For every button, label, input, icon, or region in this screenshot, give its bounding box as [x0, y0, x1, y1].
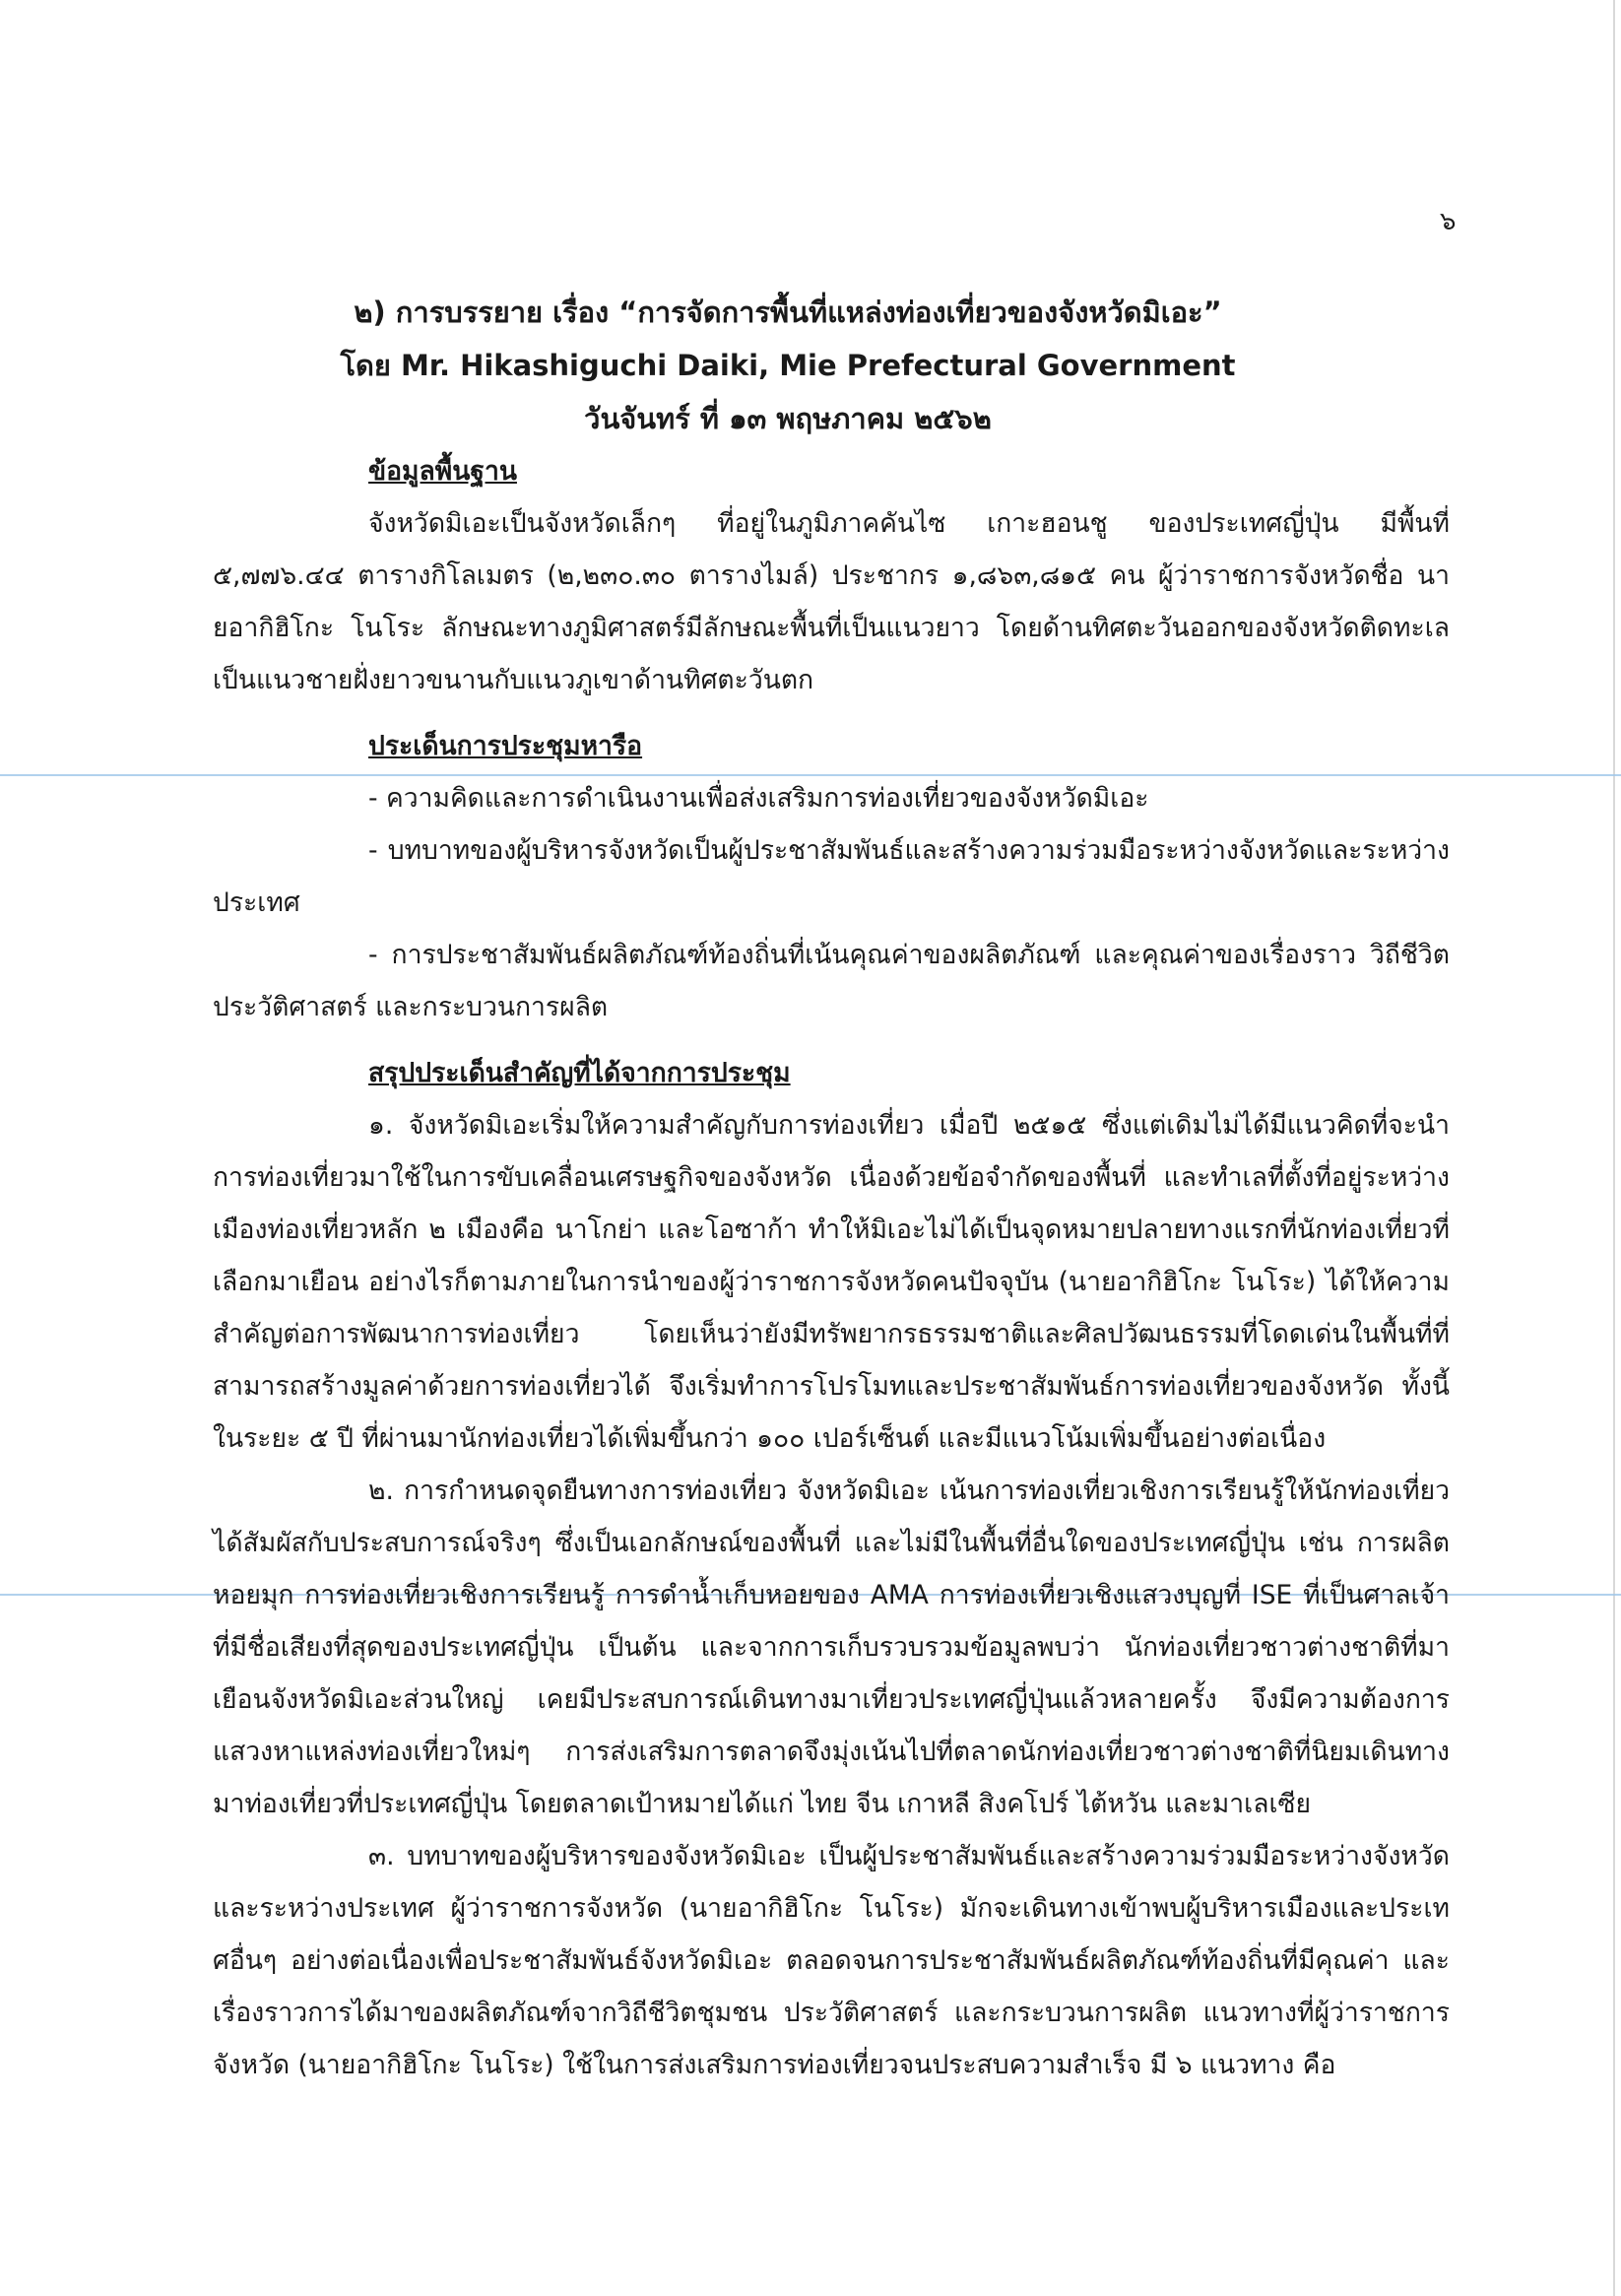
section-heading-background: ข้อมูลพื้นฐาน: [368, 456, 517, 487]
title-line-1: ๒) การบรรยาย เรื่อง “การจัดการพื้นที่แหล่งท่องเที่ยวของจังหวัดมิเอะ”: [354, 295, 1222, 329]
section-heading-summary: สรุปประเด็นสำคัญที่ได้จากการประชุม: [368, 1058, 791, 1088]
summary-paragraph: ๑. จังหวัดมิเอะเริ่มให้ความสำคัญกับการท่องเที่ยว เมื่อปี ๒๕๑๕ ซึ่งแต่เดิมไม่ได้มีแนวคิดที่จะนำการท่องเที่ยวมาใช้ในการขับเคลื่อนเศรษฐกิจของจังหวัด เนื่องด้วยข้อจำกัดของพื้นที่ และทำเลที่ตั้งที่อยู่ระหว่างเมืองท่องเที่ยวหลัก ๒ เมืองคือ นาโกย่า และโอซาก้า ทำให้มิเอะไม่ได้เป็นจุดหมายปลายทางแรกที่นักท่องเที่ยวที่เลือกมาเยือน อย่างไรก็ตามภายในการนำของผู้ว่าราชการจังหวัดคนปัจจุบัน (นายอากิฮิโกะ โนโระ) ได้ให้ความสำคัญต่อการพัฒนาการท่องเที่ยว โดยเห็นว่ายังมีทรัพยากรธรรมชาติและศิลปวัฒนธรรมที่โดดเด่นในพื้นที่ที่สามารถสร้างมูลค่าด้วยการท่องเที่ยวได้ จึงเริ่มทำการโปรโมทและประชาสัมพันธ์การท่องเที่ยวของจังหวัด ทั้งนี้ในระยะ ๕ ปี ที่ผ่านมานักท่องเที่ยวได้เพิ่มขึ้นกว่า ๑๐๐ เปอร์เซ็นต์ และมีแนวโน้มเพิ่มขึ้นอย่างต่อเนื่อง: [213, 1110, 1450, 1454]
page-edge: [1613, 0, 1615, 2296]
issue-item: - บทบาทของผู้บริหารจังหวัดเป็นผู้ประชาสัมพันธ์และสร้างความร่วมมือระหว่างจังหวัดและระหว่าง ประเทศ: [213, 835, 1450, 918]
background-paragraph: จังหวัดมิเอะเป็นจังหวัดเล็กๆ ที่อยู่ในภูมิภาคคันไซ เกาะฮอนชู ของประเทศญี่ปุ่น มีพื้นที่ ๕,๗๗๖.๔๔ ตารางกิโลเมตร (๒,๒๓๐.๓๐ ตารางไมล์) ประชากร ๑,๘๖๓,๘๑๕ คน ผู้ว่าราชการจังหวัดชื่อ นายอากิฮิโกะ โนโระ ลักษณะทางภูมิศาสตร์มีลักษณะพื้นที่เป็นแนวยาว โดยด้านทิศตะวันออกของจังหวัดติดทะเล เป็นแนวชายฝั่งยาวขนานกับแนวภูเขาด้านทิศตะวันตก: [213, 508, 1450, 695]
summary-paragraph: ๓. บทบาทของผู้บริหารของจังหวัดมิเอะ เป็นผู้ประชาสัมพันธ์และสร้างความร่วมมือระหว่างจังหวัดและระหว่างประเทศ ผู้ว่าราชการจังหวัด (นายอากิฮิโกะ โนโระ) มักจะเดินทางเข้าพบผู้บริหารเมืองและประเทศอื่นๆ อย่างต่อเนื่องเพื่อประชาสัมพันธ์จังหวัดมิเอะ ตลอดจนการประชาสัมพันธ์ผลิตภัณฑ์ท้องถิ่นที่มีคุณค่า และเรื่องราวการได้มาของผลิตภัณฑ์จากวิถีชีวิตชุมชน ประวัติศาสตร์ และกระบวนการผลิต แนวทางที่ผู้ว่าราชการจังหวัด (นายอากิฮิโกะ โนโระ) ใช้ในการส่งเสริมการท่องเที่ยวจนประสบความสำเร็จ มี ๖ แนวทาง คือ: [213, 1841, 1450, 2080]
summary-paragraph: ๒. การกำหนดจุดยืนทางการท่องเที่ยว จังหวัดมิเอะ เน้นการท่องเที่ยวเชิงการเรียนรู้ให้นักท่องเที่ยวได้สัมผัสกับประสบการณ์จริงๆ ซึ่งเป็นเอกลักษณ์ของพื้นที่ และไม่มีในพื้นที่อื่นใดของประเทศญี่ปุ่น เช่น การผลิตหอยมุก การท่องเที่ยวเชิงการเรียนรู้ การดำน้ำเก็บหอยของ AMA การท่องเที่ยวเชิงแสวงบุญที่ ISE ที่เป็นศาลเจ้าที่มีชื่อเสียงที่สุดของประเทศญี่ปุ่น เป็นต้น และจากการเก็บรวบรวมข้อมูลพบว่า นักท่องเที่ยวชาวต่างชาติที่มาเยือนจังหวัดมิเอะส่วนใหญ่ เคยมีประสบการณ์เดินทางมาเที่ยวประเทศญี่ปุ่นแล้วหลายครั้ง จึงมีความต้องการแสวงหาแหล่งท่องเที่ยวใหม่ๆ การส่งเสริมการตลาดจึงมุ่งเน้นไปที่ตลาดนักท่องเที่ยวชาวต่างชาติที่นิยมเดินทางมาท่องเที่ยวที่ประเทศญี่ปุ่น โดยตลาดเป้าหมายได้แก่ ไทย จีน เกาหลี สิงคโปร์ ไต้หวัน และมาเลเซีย: [213, 1476, 1450, 1819]
issue-item: - การประชาสัมพันธ์ผลิตภัณฑ์ท้องถิ่นที่เน้นคุณค่าของผลิตภัณฑ์ และคุณค่าของเรื่องราว วิถีชีวิต ประวัติศาสตร์ และกระบวนการผลิต: [213, 940, 1450, 1022]
page-number: ๖: [1440, 207, 1457, 236]
section-heading-issues: ประเด็นการประชุมหารือ: [368, 731, 643, 761]
document-title: [197, 286, 1379, 445]
title-line-3: วันจันทร์ ที่ ๑๓ พฤษภาคม ๒๕๖๒: [584, 402, 992, 435]
document-body: [213, 445, 1450, 2091]
issue-item: - ความคิดและการดำเนินงานเพื่อส่งเสริมการท่องเที่ยวของจังหวัดมิเอะ: [368, 783, 1149, 814]
title-line-2: โดย Mr. Hikashiguchi Daiki, Mie Prefectural Government: [340, 349, 1236, 382]
